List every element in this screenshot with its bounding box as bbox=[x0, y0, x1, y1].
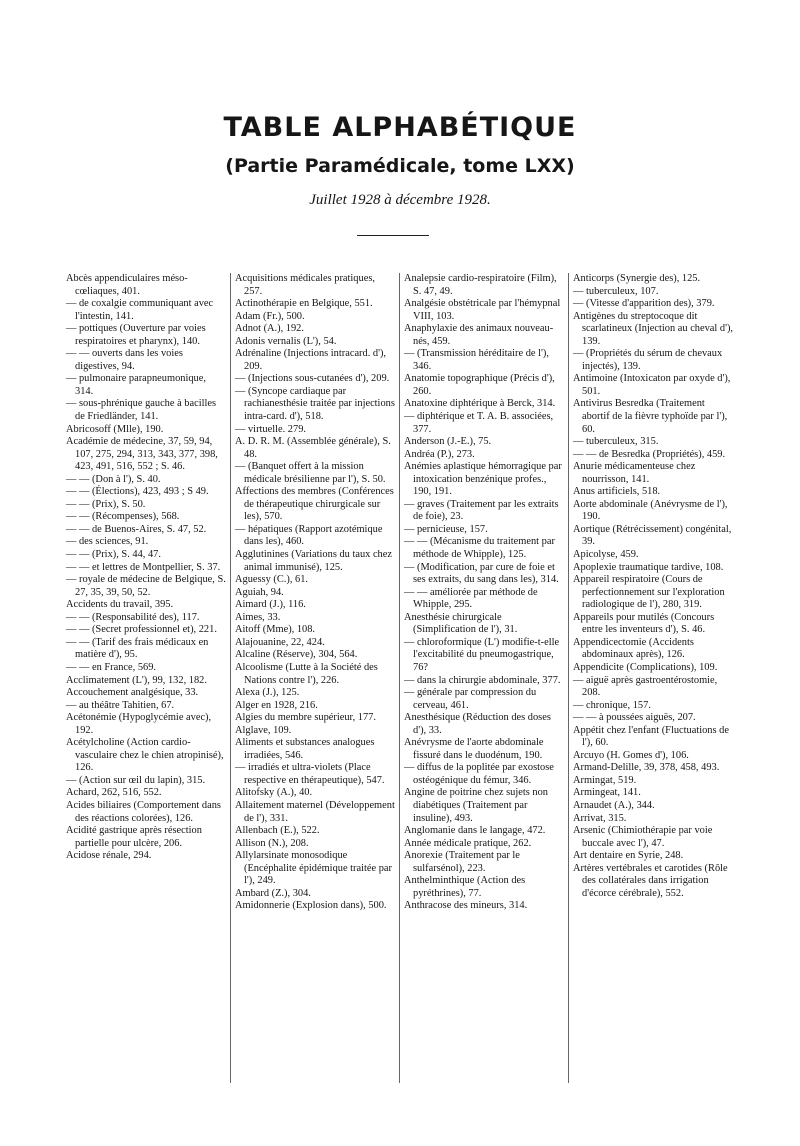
index-entry: Achard, 262, 516, 552. bbox=[66, 787, 162, 799]
index-entry: Appareil respiratoire (Cours de perfectionnement sur l'exploration radiologique de l'), 280, 319. bbox=[573, 574, 725, 611]
index-entry: — hépatiques (Rapport azotémique dans les), 460. bbox=[235, 523, 383, 548]
index-entry: Acidité gastrique après résection partielle pour ulcère, 206. bbox=[66, 825, 202, 849]
index-entry: Allaitement maternel (Développement de l'), 331. bbox=[235, 799, 395, 824]
index-entry: — générale par compression du cerveau, 461. bbox=[404, 687, 537, 711]
index-entry: Allison (N.), 208. bbox=[235, 837, 309, 849]
index-entry: Arsenic (Chimiothérapie par voie buccale avec l'), 47. bbox=[573, 825, 713, 849]
index-entry: Acclimatement (L'), 99, 132, 182. bbox=[66, 674, 207, 686]
index-entry: Anthracose des mineurs, 314. bbox=[404, 900, 528, 912]
index-entry: Appendicite (Complications), 109. bbox=[573, 661, 718, 673]
index-entry: Armingeat, 141. bbox=[573, 787, 641, 799]
index-entry: — des sciences, 91. bbox=[66, 536, 149, 548]
index-entry: Anurie médicamenteuse chez nourrisson, 141. bbox=[573, 461, 696, 485]
index-entry: Acétylcholine (Action cardio-vasculaire chez le chien atropinisé), 126. bbox=[66, 737, 224, 774]
index-entry: — — à poussées aiguës, 207. bbox=[573, 712, 696, 724]
index-entry: — — (Responsabilité des), 117. bbox=[66, 611, 200, 623]
title-rule bbox=[357, 235, 429, 236]
index-entry: — royale de médecine de Belgique, S. 27, 35, 39, 50, 52. bbox=[66, 574, 226, 598]
index-entry: Affections des membres (Conférences de thérapeutique chirurgicale sur les), 570. bbox=[235, 486, 394, 523]
index-entry: Aliments et substances analogues irradiées, 546. bbox=[235, 737, 375, 761]
index-entry: Analgésie obstétricale par l'hémypnal VIII, 103. bbox=[404, 298, 561, 322]
index-entry: — — (Tarif des frais médicaux en matière d'), 95. bbox=[66, 636, 209, 661]
index-entry: Anglomanie dans le langage, 472. bbox=[404, 825, 546, 837]
index-entry: Anatoxine diphtérique à Berck, 314. bbox=[404, 398, 556, 410]
index-entry: — — (Élections), 423, 493 ; S 49. bbox=[66, 486, 209, 498]
index-entry: Appareils pour mutilés (Concours entre les inventeurs d'), S. 46. bbox=[573, 611, 715, 636]
index-entry: — — (Récompenses), 568. bbox=[66, 511, 180, 523]
index-entry: Arnaudet (A.), 344. bbox=[573, 799, 655, 811]
index-entry: — aiguë après gastroentérostomie, 208. bbox=[573, 674, 718, 699]
index-entry: — au théâtre Tahitien, 67. bbox=[66, 699, 175, 711]
index-entry: Abcès appendiculaires méso-cœliaques, 401. bbox=[66, 273, 188, 297]
index-entry: Apicolyse, 459. bbox=[573, 549, 639, 561]
index-entry: Aguessy (C.), 61. bbox=[235, 574, 309, 586]
index-entry: Allenbach (E.), 522. bbox=[235, 825, 320, 837]
index-entry: Antimoine (Intoxicaton par oxyde d'), 501. bbox=[573, 373, 731, 397]
index-entry: Alger en 1928, 216. bbox=[235, 699, 318, 711]
index-entry: Ambard (Z.), 304. bbox=[235, 887, 311, 899]
index-entry: Alcaline (Réserve), 304, 564. bbox=[235, 649, 358, 661]
index-entry: Aguiah, 94. bbox=[235, 586, 284, 598]
index-entry: — tuberculeux, 315. bbox=[573, 436, 659, 448]
index-entry: Adam (Fr.), 500. bbox=[235, 310, 305, 322]
index-entry: Acides biliaires (Comportement dans des réactions colorées), 126. bbox=[66, 799, 221, 824]
index-entry: Anthelminthique (Action des pyréthrines), 77. bbox=[404, 875, 526, 899]
index-entry: — (Transmission héréditaire de l'), 346. bbox=[404, 348, 549, 372]
index-entry: — (Action sur œil du lapin), 315. bbox=[66, 774, 206, 786]
index-entry: — (Banquet offert à la mission médicale brésilienne par l'), S. 50. bbox=[235, 461, 386, 485]
index-entry: — de coxalgie communiquant avec l'intestin, 141. bbox=[66, 298, 214, 322]
index-entry: — — (Prix), S. 44, 47. bbox=[66, 549, 161, 561]
index-entry: Apoplexie traumatique tardive, 108. bbox=[573, 561, 724, 573]
index-entry: — — (Prix), S. 50. bbox=[66, 498, 146, 510]
index-entry: Antivirus Besredka (Traitement abortif de la fièvre typhoïde par l'), 60. bbox=[573, 398, 728, 435]
index-entry: Aitoff (Mme), 108. bbox=[235, 624, 316, 636]
index-entry: Acquisitions médicales pratiques, 257. bbox=[235, 273, 375, 297]
index-entry: — chronique, 157. bbox=[573, 699, 651, 711]
index-entry: Angine de poitrine chez sujets non diabétiques (Traitement par insuline), 493. bbox=[404, 787, 548, 824]
index-entry: — tuberculeux, 107. bbox=[573, 285, 659, 297]
index-entry: A. D. R. M. (Assemblée générale), S. 48. bbox=[235, 436, 391, 460]
index-entry: Accidents du travail, 395. bbox=[66, 599, 174, 611]
index-entry: Anatomie topographique (Précis d'), 260. bbox=[404, 373, 555, 397]
index-entry: Abricosoff (Mlle), 190. bbox=[66, 423, 164, 435]
index-entry: — virtuelle. 279. bbox=[235, 423, 306, 435]
index-entry: Accouchement analgésique, 33. bbox=[66, 687, 199, 699]
index-entry: Art dentaire en Syrie, 248. bbox=[573, 850, 684, 862]
index-entry: Anderson (J.-E.), 75. bbox=[404, 436, 492, 448]
index-entry: — — en France, 569. bbox=[66, 661, 157, 673]
index-entry: — pulmonaire parapneumonique, 314. bbox=[66, 373, 206, 397]
index-columns bbox=[62, 273, 738, 1083]
index-column-3 bbox=[400, 273, 569, 1083]
index-entry: Alglave, 109. bbox=[235, 724, 292, 736]
index-entry: — diphtérique et T. A. B. associées, 377. bbox=[404, 411, 554, 435]
index-entry: — — (Don à l'), S. 40. bbox=[66, 473, 161, 485]
index-entry: Arrivat, 315. bbox=[573, 812, 627, 824]
index-entry: — — de Buenos-Aires, S. 47, 52. bbox=[66, 523, 207, 535]
index-entry: — — de Besredka (Propriétés), 459. bbox=[573, 448, 726, 460]
index-entry: — (Propriétés du sérum de chevaux injectés), 139. bbox=[573, 348, 723, 372]
index-entry: Adrénaline (Injections intracard. d'), 209. bbox=[235, 348, 387, 372]
index-entry: — pernicieuse, 157. bbox=[404, 523, 488, 535]
index-entry: — sous-phrénique gauche à bacilles de Friedländer, 141. bbox=[66, 398, 217, 423]
index-entry: Académie de médecine, 37, 59, 94, 107, 275, 294, 313, 343, 377, 398, 423, 491, 516, 552 ; S. 46. bbox=[66, 436, 218, 473]
index-entry: — diffus de la poplitée par exostose ostéogénique du fémur, 346. bbox=[404, 762, 554, 786]
index-entry: Anticorps (Synergie des), 125. bbox=[573, 273, 701, 284]
index-column-4 bbox=[569, 273, 738, 1083]
index-entry: — irradiés et ultra-violets (Place respective en thérapeutique), 547. bbox=[235, 762, 385, 786]
index-entry: Aortique (Rétrécissement) congénital, 39. bbox=[573, 523, 732, 548]
index-entry: — (Vitesse d'apparition des), 379. bbox=[573, 298, 715, 310]
index-entry: Alajouanine, 22, 424. bbox=[235, 636, 325, 648]
index-column-1 bbox=[62, 273, 231, 1083]
index-entry: Alexa (J.), 125. bbox=[235, 687, 300, 699]
index-entry: Anesthésie chirurgicale (Simplification de l'), 31. bbox=[404, 611, 518, 636]
index-entry: Anorexie (Traitement par le sulfarsénol), 223. bbox=[404, 850, 520, 874]
index-entry: Amidonnerie (Explosion dans), 500. bbox=[235, 900, 387, 912]
index-entry: Allylarsinate monosodique (Encéphalite épidémique traitée par l'), 249. bbox=[235, 850, 392, 887]
index-entry: — — améliorée par méthode de Whipple, 295. bbox=[404, 586, 538, 611]
index-entry: Algies du membre supérieur, 177. bbox=[235, 712, 376, 724]
index-entry: Arcuyo (H. Gomes d'), 106. bbox=[573, 749, 689, 761]
index-entry: Armingat, 519. bbox=[573, 774, 637, 786]
index-entry: Année médicale pratique, 262. bbox=[404, 837, 532, 849]
index-entry: Adnot (A.), 192. bbox=[235, 323, 304, 335]
index-entry: Appendicectomie (Accidents abdominaux après), 126. bbox=[573, 636, 694, 661]
index-entry: — dans la chirurgie abdominale, 377. bbox=[404, 674, 561, 686]
index-entry: — — ouverts dans les voies digestives, 94. bbox=[66, 348, 183, 372]
index-entry: — (Injections sous-cutanées d'), 209. bbox=[235, 373, 390, 385]
index-entry: Actinothérapie en Belgique, 551. bbox=[235, 298, 373, 310]
index-entry: Andréa (P.), 273. bbox=[404, 448, 475, 460]
index-entry: — (Syncope cardiaque par rachianesthésie traitée par injections intra-card. d'), 518. bbox=[235, 385, 395, 423]
date-range: Juillet 1928 à décembre 1928. bbox=[309, 192, 491, 208]
index-entry: Alitofsky (A.), 40. bbox=[235, 787, 313, 799]
index-entry: — — et lettres de Montpellier, S. 37. bbox=[66, 561, 221, 573]
index-entry: Agglutinines (Variations du taux chez animal immunisé), 125. bbox=[235, 549, 392, 573]
page-title: TABLE ALPHABÉTIQUE bbox=[223, 112, 577, 143]
index-entry: Acétonémie (Hypoglycémie avec), 192. bbox=[66, 712, 212, 736]
index-entry: Analepsie cardio-respiratoire (Film), S. 47, 49. bbox=[404, 273, 557, 297]
index-entry: Anaphylaxie des animaux nouveau-nés, 459. bbox=[404, 323, 554, 347]
index-entry: Armand-Delille, 39, 378, 458, 493. bbox=[573, 762, 720, 774]
index-entry: Antigènes du streptocoque dit scarlatineux (Injection au cheval d'), 139. bbox=[573, 310, 734, 347]
index-entry: Anus artificiels, 518. bbox=[573, 486, 661, 498]
index-column-2 bbox=[231, 273, 400, 1083]
index-entry: Aorte abdominale (Anévrysme de l'), 190. bbox=[573, 498, 728, 523]
index-entry: Aimard (J.), 116. bbox=[235, 599, 306, 611]
index-entry: Artères vertébrales et carotides (Rôle des collatérales dans irrigation d'écorce cérébrale), 552. bbox=[573, 862, 728, 899]
index-entry: — graves (Traitement par les extraits de foie), 23. bbox=[404, 498, 559, 523]
index-entry: Adonis vernalis (L'), 54. bbox=[235, 335, 337, 347]
index-entry: — — (Secret professionnel et), 221. bbox=[66, 624, 217, 636]
index-entry: — chloroformique (L') modifie-t-elle l'excitabilité du pneumogastrique, 76? bbox=[404, 636, 560, 673]
index-entry: Anévrysme de l'aorte abdominale fissuré dans le duodénum, 190. bbox=[404, 737, 544, 761]
index-entry: Acidose rénale, 294. bbox=[66, 850, 152, 862]
index-entry: — pottiques (Ouverture par voies respiratoires et pharynx), 140. bbox=[66, 323, 206, 347]
index-entry: Anémies aplastique hémorragique par intoxication benzénique profes., 190, 191. bbox=[404, 461, 562, 498]
index-entry: Alcoolisme (Lutte à la Société des Nations contre l'), 226. bbox=[235, 661, 378, 686]
index-entry: Aimes, 33. bbox=[235, 611, 281, 623]
index-entry: — (Modification, par cure de foie et ses extraits, du sang dans les), 314. bbox=[404, 561, 559, 586]
index-entry: — — (Mécanisme du traitement par méthode de Whipple), 125. bbox=[404, 536, 555, 561]
page-subtitle: (Partie Paramédicale, tome LXX) bbox=[225, 155, 575, 177]
index-entry: Appétit chez l'enfant (Fluctuations de l'), 60. bbox=[573, 724, 729, 749]
index-entry: Anesthésique (Réduction des doses d'), 33. bbox=[404, 712, 551, 736]
